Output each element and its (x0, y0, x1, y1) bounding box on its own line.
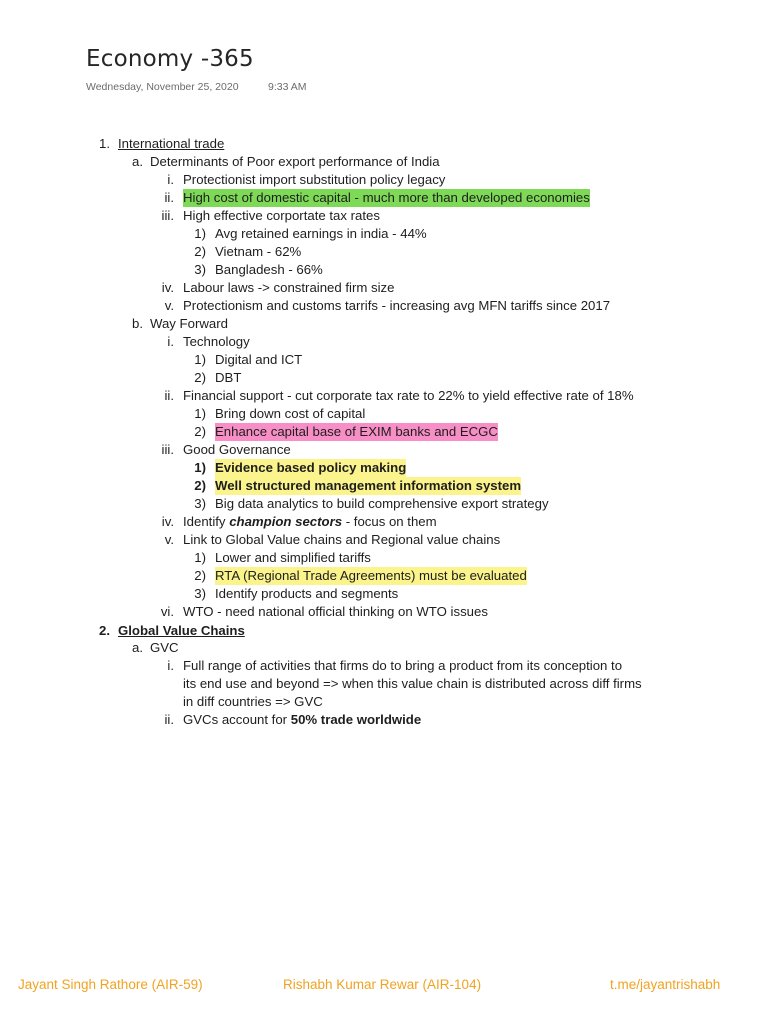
list-marker: 2) (194, 424, 206, 439)
list-marker: 1. (99, 136, 110, 151)
list-item-highlighted: High cost of domestic capital - much more than developed economies (183, 190, 590, 205)
page-title: Economy -365 (86, 46, 254, 72)
page-date: Wednesday, November 25, 2020 (86, 81, 239, 93)
list-item: DBT (215, 370, 242, 385)
list-item: Good Governance (183, 442, 291, 457)
list-item-text: - focus on them (342, 514, 437, 529)
list-item-highlighted: Evidence based policy making (215, 460, 407, 475)
list-marker: i. (167, 334, 174, 349)
list-marker: 2) (194, 244, 206, 259)
list-item-continued: in diff countries => GVC (183, 694, 323, 709)
list-marker: vi. (160, 604, 174, 619)
list-item: Bring down cost of capital (215, 406, 366, 421)
list-item-highlighted: Enhance capital base of EXIM banks and ECGC (215, 424, 498, 439)
section-heading: Global Value Chains (118, 623, 245, 638)
list-item: Determinants of Poor export performance of India (150, 154, 440, 169)
list-marker: 3) (194, 586, 206, 601)
list-marker: iii. (161, 442, 174, 457)
list-item: Protectionism and customs tarrifs - increasing avg MFN tariffs since 2017 (183, 298, 611, 313)
list-marker: 3) (194, 496, 206, 511)
list-item-continued: its end use and beyond => when this value chain is distributed across diff firms (183, 676, 642, 691)
footer-left-credit: Jayant Singh Rathore (AIR-59) (18, 977, 203, 992)
list-marker: 2) (194, 370, 206, 385)
list-item: Protectionist import substitution policy legacy (183, 172, 446, 187)
list-marker: 1) (194, 550, 206, 565)
list-marker: i. (167, 172, 174, 187)
list-marker: ii. (164, 190, 174, 205)
list-marker: 1) (194, 406, 206, 421)
list-item (183, 711, 421, 729)
list-item: Labour laws -> constrained firm size (183, 280, 395, 295)
list-item: Technology (183, 334, 250, 349)
list-item: WTO - need national official thinking on WTO issues (183, 604, 488, 619)
list-marker: a. (132, 640, 143, 655)
list-item: Big data analytics to build comprehensive export strategy (215, 496, 549, 511)
list-marker: 1) (194, 352, 206, 367)
footer-center-credit: Rishabh Kumar Rewar (AIR-104) (283, 977, 482, 992)
emphasized-text: champion sectors (229, 514, 343, 529)
list-item: Financial support - cut corporate tax rate to 22% to yield effective rate of 18% (183, 388, 634, 403)
list-item: Digital and ICT (215, 352, 303, 367)
list-marker: a. (132, 154, 143, 169)
list-marker: ii. (164, 388, 174, 403)
list-item-highlighted: RTA (Regional Trade Agreements) must be evaluated (215, 568, 527, 583)
list-marker: ii. (164, 712, 174, 727)
list-marker: 1) (194, 226, 206, 241)
list-marker: v. (164, 298, 174, 313)
list-item: Full range of activities that firms do to bring a product from its conception to (183, 658, 623, 673)
section-heading: International trade (118, 136, 225, 151)
footer-right-link[interactable]: t.me/jayantrishabh (610, 977, 721, 992)
list-marker: iv. (161, 514, 174, 529)
list-marker: iv. (161, 280, 174, 295)
list-item: High effective corportate tax rates (183, 208, 380, 223)
list-item: Way Forward (150, 316, 228, 331)
bold-text: 50% trade worldwide (290, 712, 422, 727)
list-marker: 2) (194, 478, 206, 493)
list-item-highlighted: Well structured management information system (215, 478, 522, 493)
list-marker: i. (167, 658, 174, 673)
list-item: Identify products and segments (215, 586, 399, 601)
list-marker: 2) (194, 568, 206, 583)
list-item-text: GVCs account for (183, 712, 291, 727)
list-marker: 3) (194, 262, 206, 277)
list-item: Avg retained earnings in india - 44% (215, 226, 427, 241)
list-item: Lower and simplified tariffs (215, 550, 371, 565)
list-marker: 2. (99, 623, 110, 638)
list-item: GVC (150, 640, 179, 655)
list-marker: iii. (161, 208, 174, 223)
list-item: Bangladesh - 66% (215, 262, 323, 277)
list-item-text: Identify (183, 514, 230, 529)
list-marker: v. (164, 532, 174, 547)
list-marker: b. (132, 316, 143, 331)
list-item: Link to Global Value chains and Regional value chains (183, 532, 501, 547)
list-item: Vietnam - 62% (215, 244, 302, 259)
list-marker: 1) (194, 460, 206, 475)
page-time: 9:33 AM (268, 81, 307, 93)
list-item (183, 513, 437, 531)
